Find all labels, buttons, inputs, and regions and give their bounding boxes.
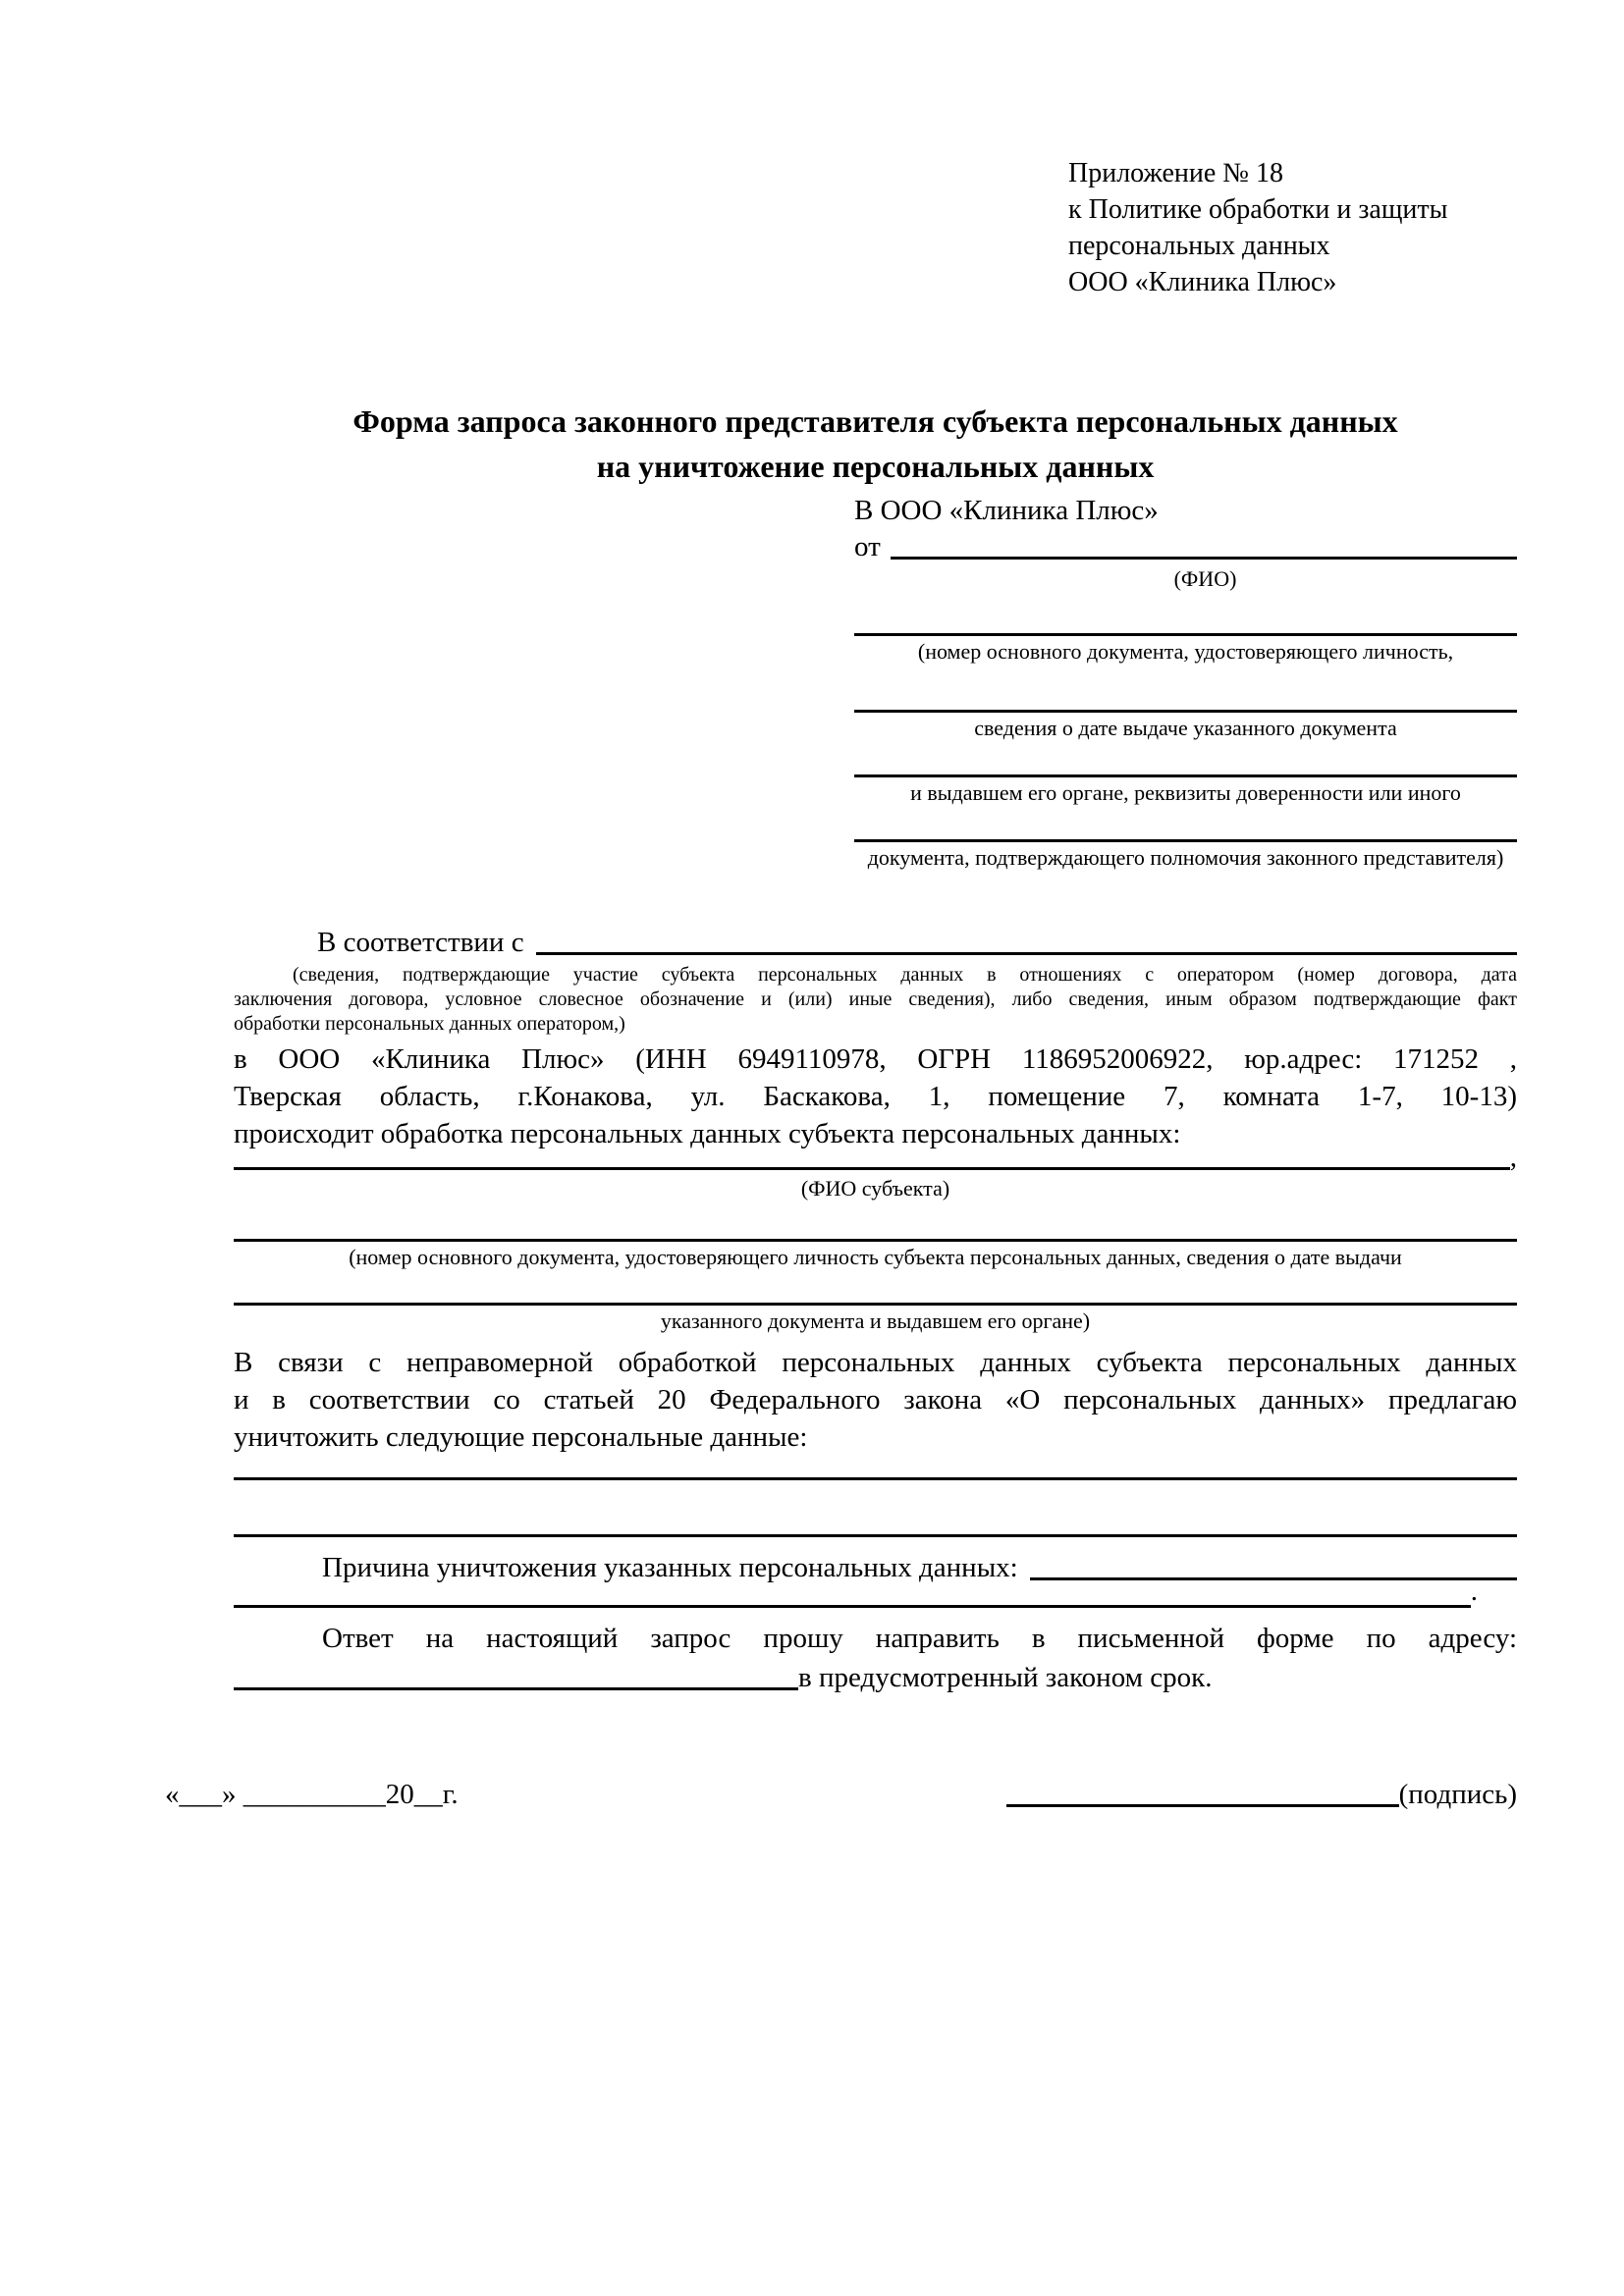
annex-header-line: Приложение № 18 [1068, 158, 1283, 188]
document-title-line2: на уничтожение персональных данных [596, 449, 1155, 484]
doc-number-caption: (номер основного документа, удостоверяющего личность, [917, 639, 1454, 664]
reason-continuation-row [234, 1575, 1517, 1608]
operator-paragraph-line: происходит обработка персональных данных субъекта персональных данных: [234, 1118, 1181, 1149]
reason-row [234, 1545, 1517, 1584]
accordance-note [234, 963, 1517, 1037]
issue-date-caption: сведения о дате выдаче указанного документа [974, 716, 1397, 740]
reason-period: . [1470, 1575, 1478, 1607]
reason-blank-line [1030, 1577, 1517, 1580]
signature-blank-line [1006, 1775, 1399, 1807]
reply-address-blank-line [234, 1658, 798, 1690]
subject-doc-blank-line [234, 1201, 1517, 1242]
authority-doc-caption: документа, подтверждающего полномочия законного представителя) [867, 845, 1504, 870]
accordance-note-line: обработки персональных данных оператором,) [234, 1013, 625, 1035]
data-to-destroy-blank-line2 [234, 1480, 1517, 1537]
issuer-caption: и выдавшем его органе, реквизиты доверенности или иного [910, 780, 1461, 805]
from-label: от [854, 531, 881, 562]
document-title-line1: Форма запроса законного представителя субъекта персональных данных [352, 403, 1398, 439]
annex-header-line: ООО «Клиника Плюс» [1068, 267, 1337, 297]
request-paragraph [234, 1344, 1517, 1456]
subject-trailing-comma: , [1509, 1142, 1517, 1173]
authority-doc-blank-line [854, 806, 1517, 842]
subject-fio-row [234, 1142, 1517, 1174]
accordance-blank-line [536, 952, 1517, 955]
operator-paragraph-line: Тверская область, г.Конакова, ул. Баскакова, 1, помещение 7, комната 1-7, 10-13) [234, 1081, 1517, 1112]
reason-label: Причина уничтожения указанных персональных данных: [322, 1552, 1018, 1583]
reply-lead: Ответ на настоящий запрос прошу направить в письменной форме по адресу: [322, 1623, 1517, 1654]
signature-caption: (подпись) [1398, 1779, 1517, 1810]
request-paragraph-line: В связи с неправомерной обработкой персональных данных субъекта персональных данных [234, 1347, 1517, 1378]
signature-block [1006, 1775, 1517, 1811]
accordance-lead: В соответствии с [317, 927, 524, 958]
subject-doc-blank-line2 [234, 1270, 1517, 1306]
accordance-note-line: заключения договора, условное словесное обозначение и (или) иные сведения), либо сведения, иным образом подтверждающие факт [234, 988, 1517, 1010]
annex-header [1068, 155, 1517, 300]
annex-header-line: персональных данных [1068, 231, 1330, 261]
request-paragraph-line: уничтожить следующие персональные данные: [234, 1421, 808, 1453]
doc-number-blank-line [854, 592, 1517, 636]
document-content [165, 0, 1517, 1811]
data-to-destroy-blank-line1 [234, 1456, 1517, 1480]
reason-blank-line2 [234, 1605, 1471, 1608]
operator-paragraph [234, 1041, 1517, 1152]
subject-fio-caption: (ФИО субъекта) [800, 1176, 950, 1201]
addressee-from-row [854, 531, 1517, 563]
fio-caption: (ФИО) [1173, 566, 1237, 591]
document-title [234, 399, 1517, 489]
request-paragraph-line: и в соответствии со статьей 20 Федерального закона «О персональных данных» предлагаю [234, 1384, 1517, 1415]
accordance-row [234, 920, 1517, 959]
subject-fio-blank-line [234, 1167, 1510, 1170]
subject-doc-caption-line2: указанного документа и выдавшем его органе) [660, 1308, 1091, 1333]
fio-blank-line [891, 557, 1517, 560]
date-line: «___» __________20__г. [165, 1779, 459, 1810]
accordance-note-line: (сведения, подтверждающие участие субъекта персональных данных в отношениях с оператором (номер договора, дата [293, 964, 1517, 986]
subject-doc-caption-line1: (номер основного документа, удостоверяющего личность субъекта персональных данных, сведения о дате выдачи [349, 1245, 1402, 1269]
issuer-blank-line [854, 741, 1517, 777]
operator-paragraph-line: в ООО «Клиника Плюс» (ИНН 6949110978, ОГРН 1186952006922, юр.адрес: 171252 , [234, 1043, 1517, 1075]
reply-address-row [234, 1657, 1517, 1694]
footer-row [165, 1775, 1517, 1811]
reply-tail: в предусмотренный законом срок. [798, 1662, 1213, 1693]
issue-date-blank-line [854, 665, 1517, 713]
addressee-block [854, 495, 1517, 871]
addressee-to: В ООО «Клиника Плюс» [854, 495, 1159, 526]
annex-header-line: к Политике обработки и защиты [1068, 194, 1448, 225]
